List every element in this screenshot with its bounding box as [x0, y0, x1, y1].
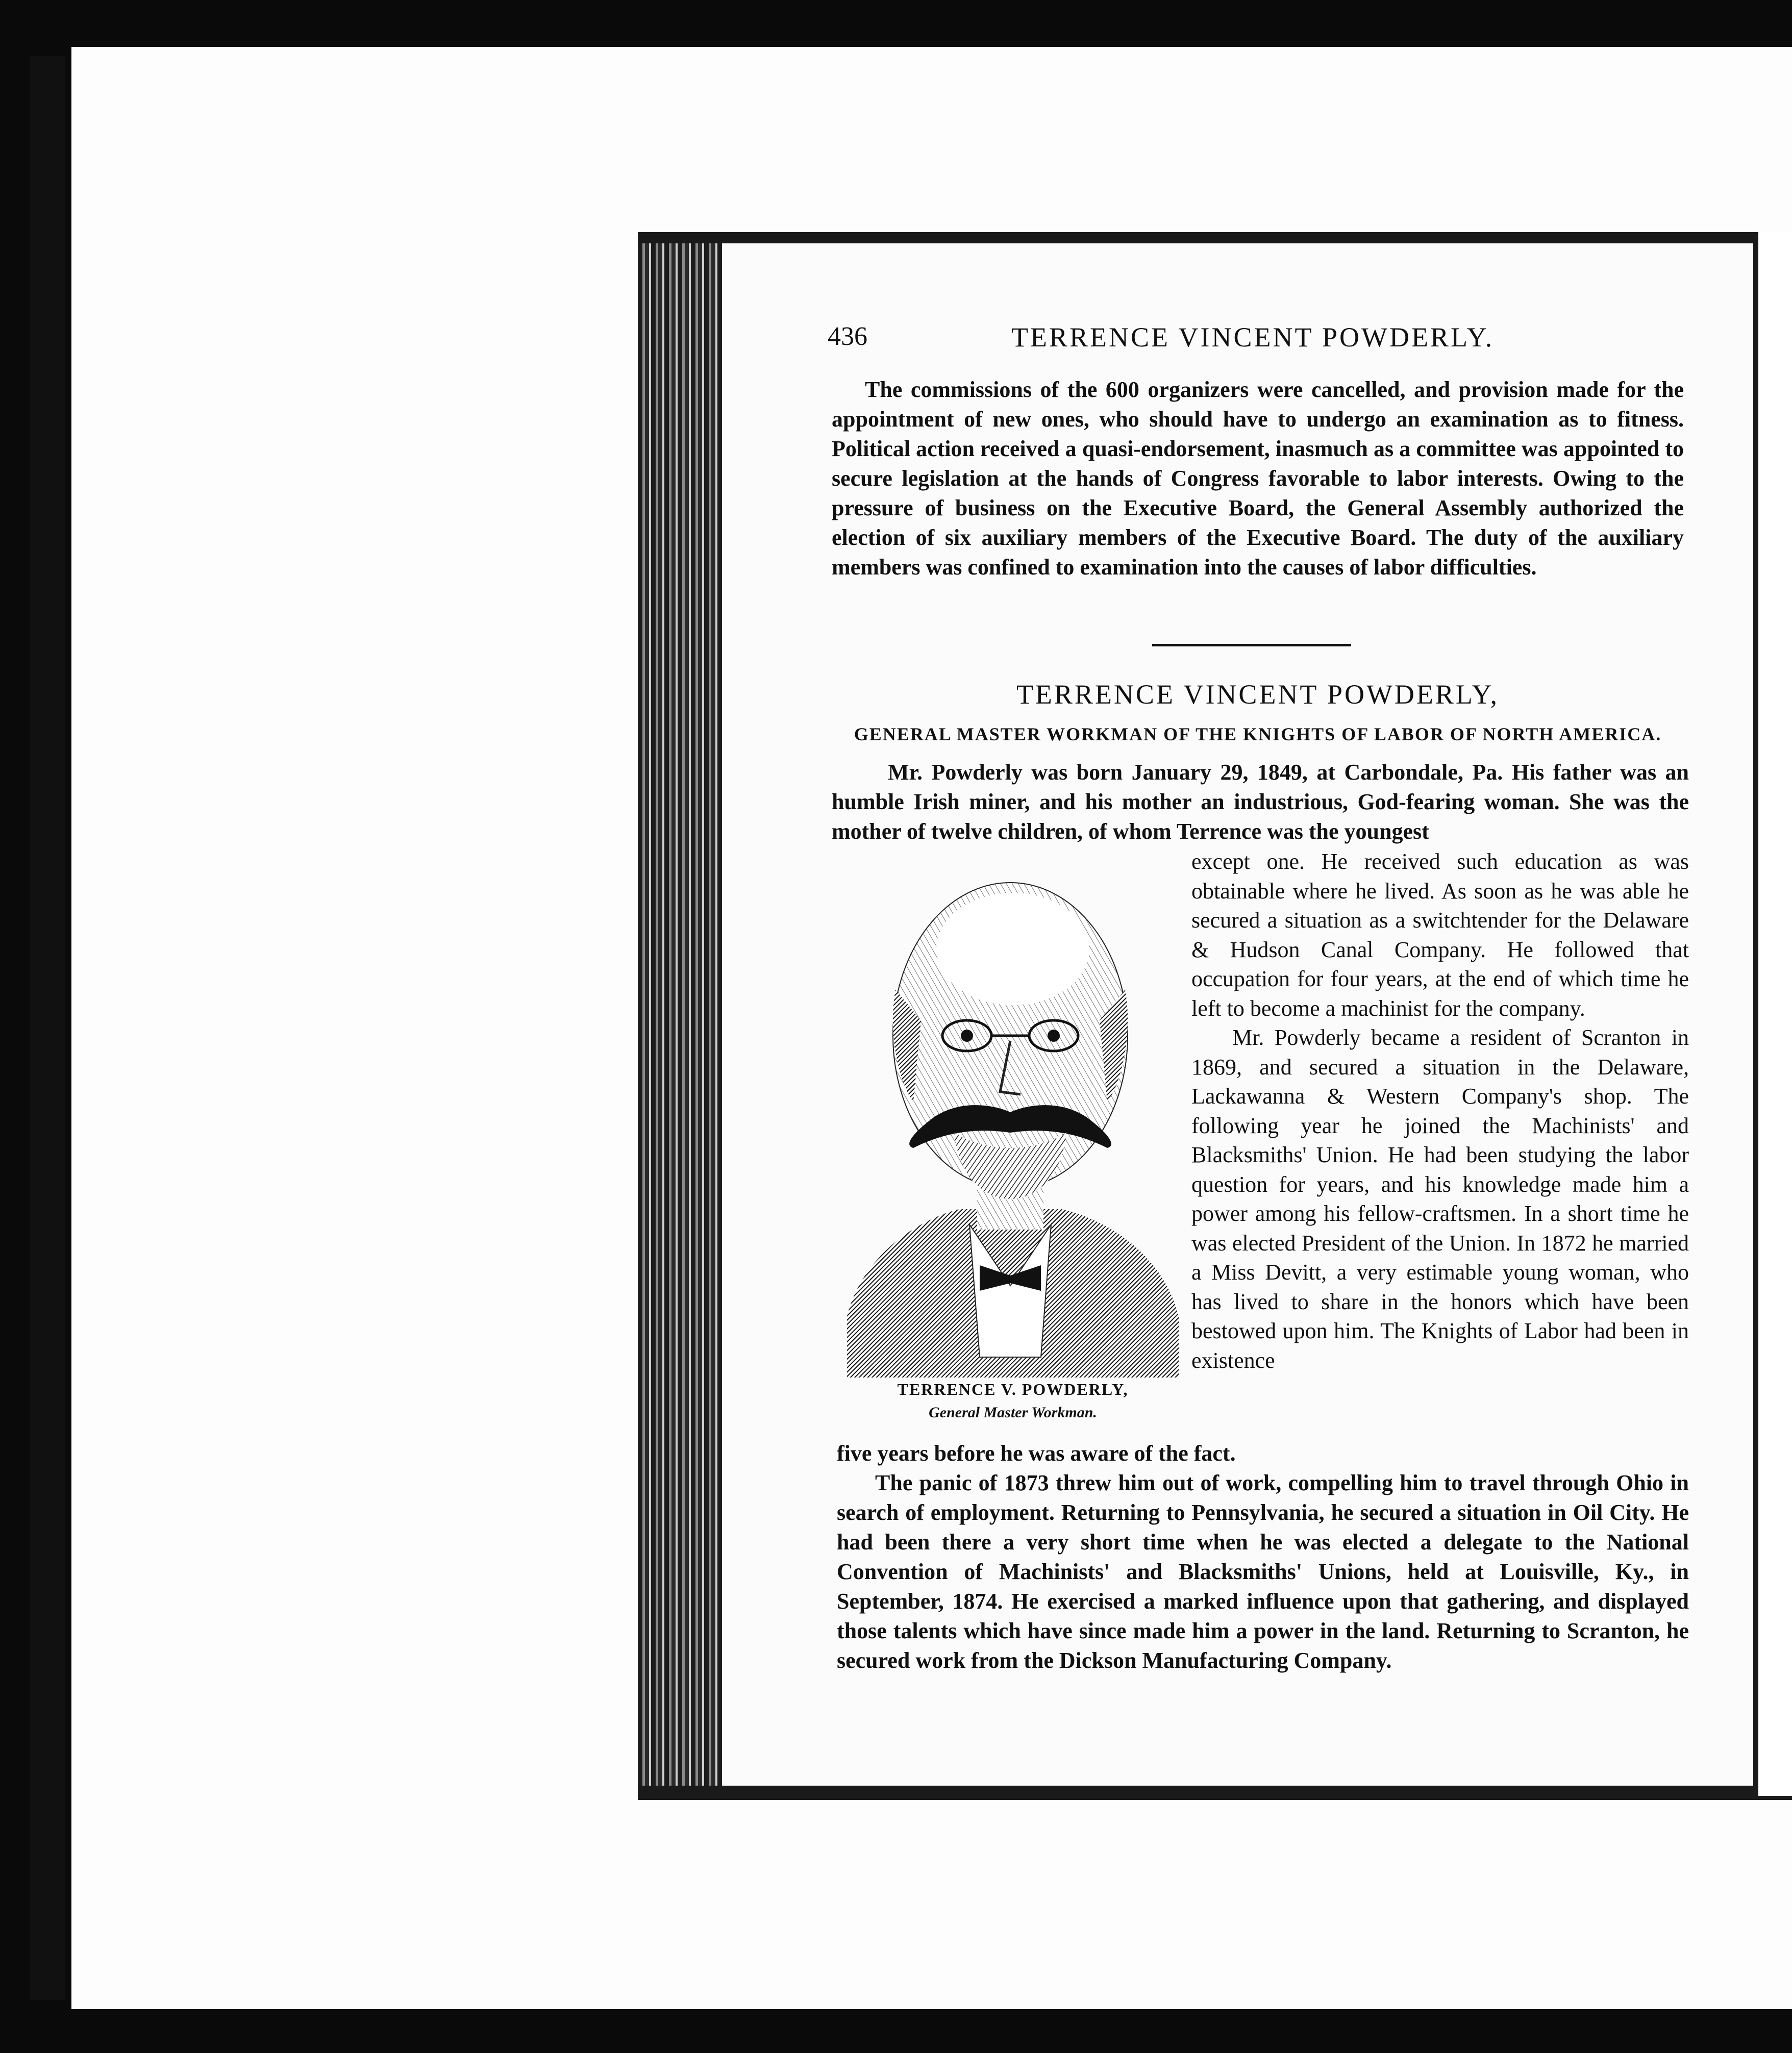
right-column-paragraph-1: except one. He received such education as was obtainable where he lived. As soon as he was able he secured a situation as a switchtender for the Delaware & Hudson Canal Company. He followed that occupation for four years, at the end of which time he left to become a machinist for the company.	[1191, 849, 1689, 1021]
final-paragraph: The panic of 1873 threw him out of work, compelling him to travel through Ohio in search of employment. Returning to Pennsylvania, he secured a situation in Oil City. He had been there a very short time when he was elected a delegate to the National Convention of Machinists' and Blacksmiths' Unions, held at Louisville, Ky., in September, 1874. He exercised a marked influence upon that gathering, and displayed those talents which have since made him a power in the land. Returning to Scranton, he secured work from the Dickson Manufacturing Company.	[837, 1470, 1689, 1673]
portrait-caption-title: General Master Workman.	[929, 1404, 1097, 1421]
article-title: TERRENCE VINCENT POWDERLY,	[1016, 679, 1500, 710]
book-page-edges	[638, 232, 722, 1796]
previous-section-paragraph: The commissions of the 600 organizers were cancelled, and provision made for the appointment of new ones, who should have to undergo an examination as to fitness. Political action received a quasi-endorsement, inasmuch as a committee was appointed to secure legislation at the hands of Congress favorable to labor interests. Owing to the pressure of business on the Executive Board, the General Assembly authorized the election of six auxiliary members of the Executive Board. The duty of the auxiliary members was confined to examination into the causes of labor difficulties.	[832, 377, 1684, 580]
book-bottom-edge	[638, 1786, 1792, 1800]
microfilm-frame-top	[0, 0, 1792, 47]
running-head	[828, 321, 1685, 362]
book-facing-page	[1753, 232, 1792, 1796]
continuation-line: five years before he was aware of the fact.	[837, 1441, 1236, 1466]
microfilm-frame-left-inner	[30, 56, 65, 2000]
section-divider-rule	[1152, 644, 1351, 646]
page-number: 436	[828, 322, 867, 351]
article-subtitle: GENERAL MASTER WORKMAN OF THE KNIGHTS OF LABOR OF NORTH AMERICA.	[854, 724, 1662, 744]
book-top-edge	[638, 232, 1792, 243]
portrait-engraving	[832, 867, 1189, 1378]
running-title: TERRENCE VINCENT POWDERLY.	[1011, 322, 1495, 353]
right-column-text	[1191, 847, 1689, 1375]
right-column-paragraph-2: Mr. Powderly became a resident of Scranton in 1869, and secured a situation in the Delaware, Lackawanna & Western Company's shop. The following year he joined the Machinists' and Blacksmiths' Union. He had been studying the labor question for years, and his knowledge made him a power among his fellow-craftsmen. In a short time he was elected President of the Union. In 1872 he married a Miss Devitt, a very estimable young woman, who has lived to share in the honors which have been bestowed upon him. The Knights of Labor had been in existence	[1191, 1025, 1689, 1373]
article-intro-paragraph: Mr. Powderly was born January 29, 1849, at Carbondale, Pa. His father was an humble Irish miner, and his mother an industrious, God-fearing woman. She was the mother of twelve children, of whom Terrence was the youngest	[832, 760, 1689, 844]
portrait-illustration	[832, 867, 1189, 1378]
microfilm-frame-bottom	[0, 2009, 1792, 2053]
portrait-caption-name: TERRENCE V. POWDERLY,	[897, 1380, 1129, 1398]
